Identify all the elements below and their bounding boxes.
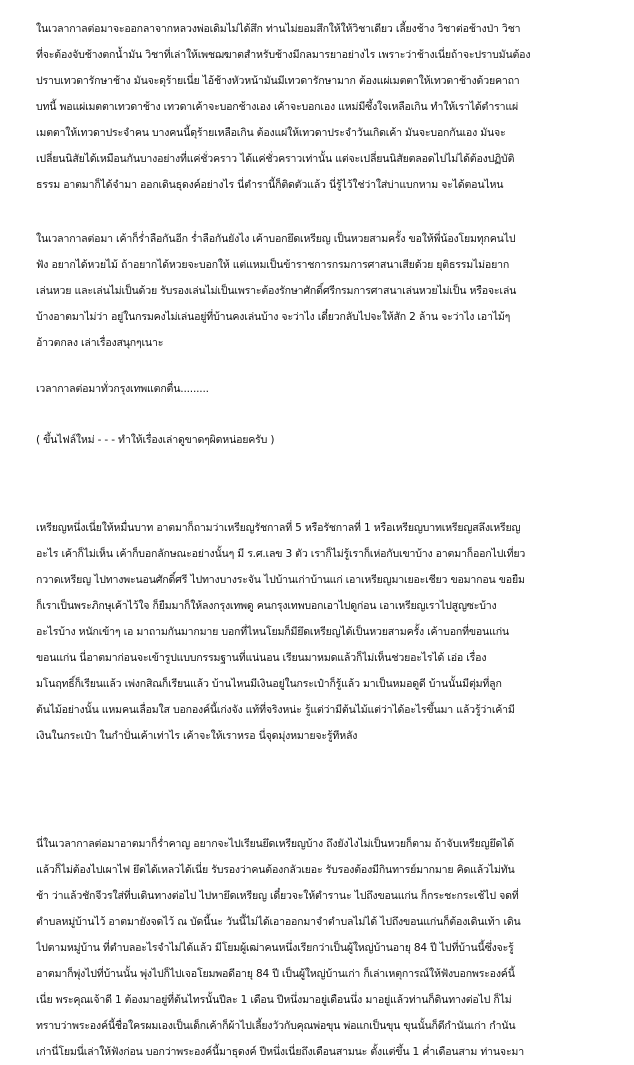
text-line: อะไร เค้าก็ไม่เห็น เค้าก็บอกลักษณะอย่างนั้นๆ มี ร.ศ.เลข 3 ตัว เราก็ไม่รู้เราก็เห่อกับเขาบ้าง อาตมาก็ออกไปเที่ยว xyxy=(36,548,526,560)
text-line: ( ขึ้นไฟล์ใหม่ - - - ทำให้เรื่องเล่าดูขาดๆผิดหน่อยครับ ) xyxy=(36,434,275,446)
text-line: เงินในกระเป๋า ในกำปั่นเค้าเท่าไร เค้าจะให้เราหรอ นี่จุดมุ่งหมายจะรู้ทีหลัง xyxy=(36,730,358,742)
text-line: ตำบลหมู่บ้านไว้ อาตมายังจดไว้ ณ บัดนี้นะ วันนี้ไม่ได้เอาออกมาจำตำบลไม่ได้ ไปถึงขอนแก่นก็ต้องเดินเท้า เดิน xyxy=(36,916,521,928)
paragraph-2 xyxy=(36,226,604,356)
text-line: บทนี้ พอแผ่เมตตาเทวดาช้าง เทวดาเค้าจะบอกช้างเอง เค้าจะบอกเอง แหม่มีซึ้งใจเหลือเกิน ทำให้เราได้ตำราแผ่ xyxy=(36,101,518,113)
text-line: อะไรบ้าง หนักเข้าๆ เอ มาถามกันมากมาย บอกที่ไหนโยมก็มียึดเหรียญได้เป็นหวยสามครั้ง เค้าบอกที่ขอนแก่น xyxy=(36,626,509,638)
text-line: ฟัง อยากได้หวยไม้ ถ้าอยากได้หวยจะบอกให้ แต่แหมเป็นข้าราชการกรมการศาสนาเสียด้วย ยุติธรรมไม่อยาก xyxy=(36,259,510,271)
paragraph-6 xyxy=(36,831,604,1065)
text-line: เปลี่ยนนิสัยได้เหมือนกันบางอย่างที่แค่ชั่วคราว ได้แค่ชั่วคราวเท่านั้น แต่จะเปลี่ยนนิสัยตลอดไปไม่ได้ต้องปฏิบัติ xyxy=(36,153,515,165)
text-line: ในเวลากาลต่อมา เค้าก็ร่ำลือกันอีก ร่ำลือกันยังไง เค้าบอกยึดเหรียญ เป็นหวยสามครั้ง ขอให้พี่น้องโยมทุกคนไป xyxy=(36,233,516,245)
text-line: มโนฤทธิ์ก็เรียนแล้ว เพ่งกสิณก็เรียนแล้ว บ้านไหนมีเงินอยู่ในกระเป๋าก็รู้แล้ว มาเป็นหมอดูดี บ้านนั้นมีตุ่มที่ลูก xyxy=(36,678,502,690)
paragraph-3 xyxy=(36,376,604,402)
text-line: ปราบเทวดารักษาช้าง มันจะดุร้ายเนี่ย ไอ้ช้างหัวหน้ามันมีเทวดารักษามาก ต้องแผ่เมตตาให้เทวดาช้างด้วยคาถา xyxy=(36,75,520,87)
text-line: เมตตาให้เทวดาประจำคน บางคนนี้ดุร้ายเหลือเกิน ต้องแผ่ให้เทวดาประจำวันเกิดเค้า มันจะบอกกันเอง มันจะ xyxy=(36,127,506,139)
text-line: เหรียญหนึ่งเนี่ยให้หมื่นบาท อาตมาก็ถามว่าเหรียญรัชกาลที่ 5 หรือรัชกาลที่ 1 หรือเหรียญบาทเหรียญสลึงเหรียญ xyxy=(36,522,521,534)
text-line: นี่ในเวลากาลต่อมาอาตมาก็ร่ำคาญ อยากจะไปเรียนยึดเหรียญบ้าง ถึงยังไงไม่เป็นหวยก็ตาม ถ้าจับเหรียญยึดได้ xyxy=(36,838,514,850)
paragraph-4-note xyxy=(36,427,604,453)
text-line: ที่จะต้องจับช้างตกน้ำมัน วิชาที่เล่าให้เพชฌฆาตสำหรับช้างมีกลมารยาอย่างไร เพราะว่าช้างเนี่ยถ้าจะปราบมันต้อง xyxy=(36,49,531,61)
paragraph-5 xyxy=(36,515,604,749)
paragraph-1 xyxy=(36,16,604,198)
text-line: บ้างอาตมาไม่ว่า อยู่ในกรมคงไม่เล่นอยู่ที่บ้านคงเล่นบ้าง จะว่าไง เดี๋ยวกลับไปจะให้สัก 2 ล้าน จะว่าไง เอาไม้ๆ xyxy=(36,311,511,323)
text-line: เล่นหวย และเล่นไม่เป็นด้วย รับรองเล่นไม่เป็นเพราะต้องรักษาศักดิ์ศรีกรมการศาสนาเล่นหวยไม่เป็น หรือจะเล่น xyxy=(36,285,517,297)
text-line: ทราบว่าพระองค์นี้ชื่อใครผมเองเป็นเด็กเค้าก็ผ้าไปเลี้ยงวัวกับคุณพ่อขุน พ่อแกเป็นขุน ขุนนั้นก็ดีกำนันเก่า กำนัน xyxy=(36,1020,516,1032)
text-line: แล้วก็ไม่ต้องไปเผาไฟ ยึดได้เหลวได้เนี่ย รับรองว่าคนต้องกลัวเยอะ รับรองต้องมีกินทารย์มากมาย คิดแล้วไม่ทัน xyxy=(36,864,515,876)
text-line: ไปตามหมู่บ้าน ที่ตำบลอะไรจำไม่ได้แล้ว มีโยมผู้เฒ่าคนหนึ่งเรียกว่าเป็นผู้ใหญ่บ้านอายุ 84 ปี ไปที่บ้านนี้ซึ่งจะรู้ xyxy=(36,942,514,954)
text-line: อาตมาก็พุ่งไปที่บ้านนั้น พุ่งไปก็ไปเจอโยมพอดีอายุ 84 ปี เป็นผู้ใหญ่บ้านเก่า ก็เล่าเหตุการณ์ให้ฟังบอกพระองค์นี้ xyxy=(36,968,515,980)
text-line: เก่านี่โยมนี่เล่าให้ฟังก่อน บอกว่าพระองค์นี้มาธุดงค์ ปีหนึ่งเนี่ยถึงเดือนสามนะ ตั้งแต่ขึ้น 1 ค่ำเดือนสาม ท่านจะมา xyxy=(36,1046,524,1058)
text-line: กวาดเหรียญ ไปทางพะนอนศักดิ์ศรี ไปทางบางระจัน ไปบ้านเก่าบ้านแก่ เอาเหรียญมาเยอะเชียว ขอมากอน ขอยืม xyxy=(36,574,525,586)
text-line: ต้นไม้อย่างนั้น แหมคนเลื่อมใส บอกองค์นี้เก่งจัง แท้ที่จริงหน่ะ รู้แต่ว่ามีต้นไม้แต่ว่าได้อะไรขึ้นมา แล้วรู้ว่าเค้ามี xyxy=(36,704,515,716)
text-line: เวลากาลต่อมาทั่วกรุงเทพแตกตื่น......... xyxy=(36,383,209,395)
text-line: ขอนแก่น นี่อาตมาก่อนจะเข้ารูปแบบกรรมฐานที่แน่นอน เรียนมาหมดแล้วก็ไม่เห็นช่วยอะไรได้ เอ่อ เรื่อง xyxy=(36,652,487,664)
text-line: ในเวลากาลต่อมาจะออกลาจากหลวงพ่อเดิมไม่ได้สึก ท่านไม่ยอมสึกให้ให้วิชาเดียว เลี้ยงช้าง วิชาต่อช้างป่า วิชา xyxy=(36,23,521,35)
text-line: ช้า ว่าแล้วชักจีวรใส่ที่บเดินทางต่อไป ไปหายึดเหรียญ เดี๋ยวจะให้ตำรานะ ไปถึงขอนแก่น ก็กระชะกระเช้ไป จดที่ xyxy=(36,890,519,902)
text-line: อ้าวตกลง เล่าเรื่องสนุกๆเนาะ xyxy=(36,337,164,349)
text-line: ธรรม อาตมาก็ได้จำมา ออกเดินธุดงค์อย่างไร นี่ตำรานี้ก็ติดตัวแล้ว นี่รู้ไว้ใช่ว่าใส่บ่าแบกหาม จะได้ตอนไหน xyxy=(36,179,504,191)
text-line: ก็เราเป็นพระภิกษุเค้าไว้ใจ ก็ยืมมาก็ให้ลงกรุงเทพดู คนกรุงเทพบอกเอาไปดูก่อน เอาเหรียญเราไปสูญซะบ้าง xyxy=(36,600,497,612)
text-line: เนี่ย พระคุณเจ้าดี 1 ต้องมาอยู่ที่ต้นไทรนั้นปีละ 1 เดือน ปีหนึ่งมาอยู่เดือนนึ่ง มาอยู่แล้วท่านก็ดินทางต่อไป ก็ไม่ xyxy=(36,994,512,1006)
